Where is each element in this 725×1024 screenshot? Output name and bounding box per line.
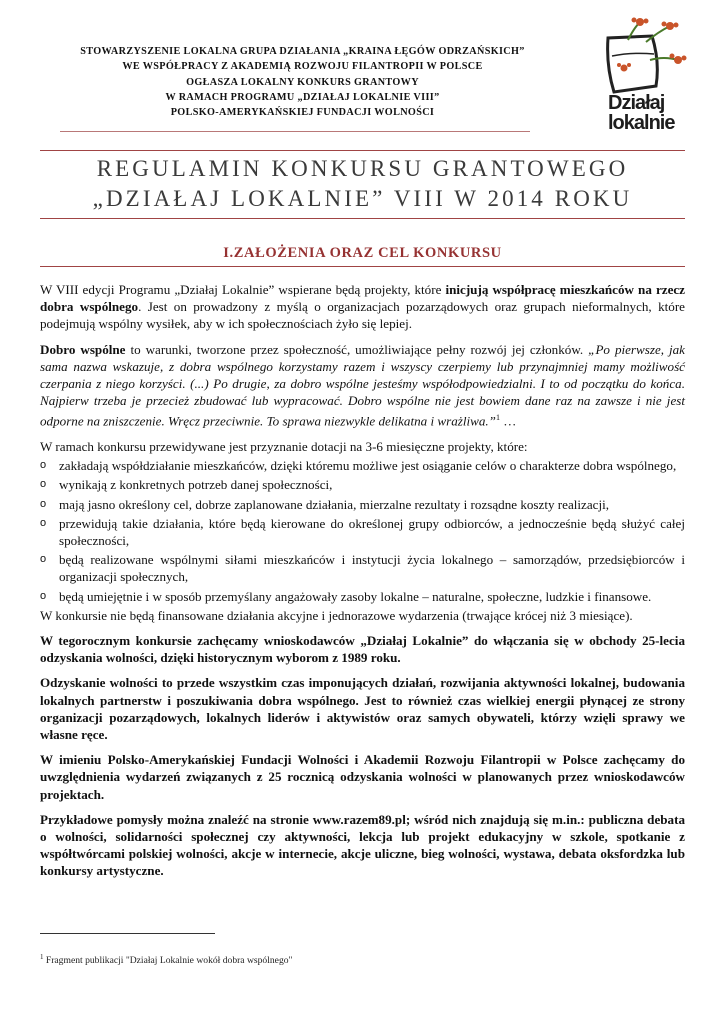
- footnote-number: 1: [40, 953, 44, 961]
- project-criteria-list: [40, 457, 685, 605]
- flower-pot-logo-icon: [598, 16, 690, 96]
- footnote: [40, 953, 292, 966]
- common-good-paragraph: [40, 341, 685, 430]
- projects-lead-in: W ramach konkursu przewidywane jest przyznanie dotacji na 3-6 miesięczne projekty, które:: [40, 438, 528, 454]
- anniversary-paragraph: W tegorocznym konkursie zachęcamy wnioskodawców „Działaj Lokalnie” do włączania się w obchody 25-lecia odzyskania wolności, dzięki historycznym wyborom z 1989 roku.: [40, 633, 685, 666]
- title-rule-top: [40, 150, 685, 151]
- list-item: o będą realizowane wspólnymi siłami mieszkańców i instytucji życia lokalnego – samorządów, przedsiębiorców i organizacji społecznych,: [40, 551, 685, 585]
- common-good-quote: „Po pierwsze, jak sama nazwa wskazuje, z dobra wspólnego korzystamy razem i wszyscy czerpiemy lub przynajmniej mamy możliwość czerpania z niego korzyści. (...) Po drugie, za dobro wspólne jesteśmy współodpowiedzialni. I to od początku do końca. Najpierw trzeba je przecież zbudować lub wypracować. Dobro wspólne nie jest bowiem dane raz na zawsze i nie jest odporne na zniszczenie. Wręcz przeciwnie. To sprawa niezwykle delikatna i wrażliwa.”: [40, 341, 685, 429]
- header-line-2: WE WSPÓŁPRACY Z AKADEMIĄ ROZWOJU FILANTROPII W POLSCE: [122, 61, 483, 73]
- header-divider: [60, 131, 530, 132]
- logo-word-lokalnie: lokalnie: [608, 112, 675, 134]
- list-item: o mają jasno określony cel, dobrze zaplanowane działania, mierzalne rezultaty i rozsądne koszty realizacji,: [40, 496, 685, 513]
- title-line-2: „DZIAŁAJ LOKALNIE” VIII W 2014 ROKU: [92, 186, 633, 211]
- header-line-4: W RAMACH PROGRAMU „DZIAŁAJ LOKALNIE VIII”: [165, 91, 440, 103]
- list-item: o zakładają współdziałanie mieszkańców, dzięki któremu możliwe jest osiąganie celów o charakterze dobra wspólnego,: [40, 457, 685, 474]
- logo-word-dzialaj: Działaj: [608, 92, 665, 114]
- common-good-definition: to warunki, tworzone przez społeczność, umożliwiające pełny rozwój jej członków.: [125, 341, 589, 357]
- common-good-term: Dobro wspólne: [40, 341, 126, 357]
- section-heading: I.ZAŁOŻENIA ORAZ CEL KONKURSU: [223, 245, 502, 261]
- list-item: o będą umiejętnie i w sposób przemyślany angażowały zasoby lokalne – naturalne, społeczne, ludzkie i finansowe.: [40, 588, 685, 605]
- exclusions-paragraph: W konkursie nie będą finansowane działania akcyjne i jednorazowe wydarzenia (trwające krócej niż 3 miesiące).: [40, 607, 633, 623]
- footnote-reference: 1: [495, 413, 500, 423]
- freedom-paragraph: Odzyskanie wolności to przede wszystkim czas imponujących działań, rozwijania aktywności lokalnej, budowania lokalnych partnerstw i poszukiwania dobra wspólnego. Jest to również czas wielkiej energii płynącej ze strony organizacji pozarządowych, lokalnych liderów i aktywistów oraz samych obywateli, którzy wzięli sprawy we własne ręce.: [40, 675, 685, 743]
- intro-text-c: . Jest on prowadzony z myślą o organizacjach pozarządowych oraz grupach nieformalnych, które podejmują wspólny wysiłek, aby w ich społecznościach żyło się lepiej.: [40, 299, 685, 332]
- intro-paragraph: [40, 281, 685, 333]
- list-item: o przewidują takie działania, które będą kierowane do określonej grupy odbiorców, a jednocześnie będą służyć całej społeczności,: [40, 515, 685, 549]
- ellipsis: …: [499, 413, 517, 429]
- document-body: [40, 281, 685, 888]
- footnote-text: Fragment publikacji "Działaj Lokalnie wokół dobra wspólnego": [43, 955, 293, 967]
- document-title: [40, 154, 685, 214]
- intro-text-a: W VIII edycji Programu „Działaj Lokalnie” wspierane będą projekty, które: [40, 282, 446, 297]
- footnote-divider: [40, 933, 215, 934]
- header-line-5: POLSKO-AMERYKAŃSKIEJ FUNDACJI WOLNOŚCI: [170, 107, 435, 119]
- list-item: o wynikają z konkretnych potrzeb danej społeczności,: [40, 476, 685, 493]
- title-rule-bottom: [40, 218, 685, 219]
- section-divider: [40, 266, 685, 267]
- title-line-1: REGULAMIN KONKURSU GRANTOWEGO: [96, 156, 629, 181]
- header-line-3: OGŁASZA LOKALNY KONKURS GRANTOWY: [186, 76, 419, 88]
- header-line-1: STOWARZYSZENIE LOKALNA GRUPA DZIAŁANIA „KRAINA ŁĘGÓW ODRZAŃSKICH”: [80, 46, 525, 57]
- ideas-paragraph: Przykładowe pomysły można znaleźć na stronie www.razem89.pl; wśród nich znajdują się m.in.: publiczna debata o wolności, solidarności społecznej czy aktywności, lekcja lub projekt edukacyjny w szkole, spotkanie z współtwórcami polskiej wolności, akcje w internecie, akcje uliczne, bieg wolności, wystawa, debata oksfordzka lub konkursy artystyczne.: [40, 811, 685, 879]
- announcement-header: [40, 44, 565, 120]
- intro-text-bold: inicjują współpracę mieszkańców na rzecz dobra wspólnego: [40, 282, 685, 315]
- dzialaj-lokalnie-logo: [598, 16, 690, 134]
- encouragement-paragraph: W imieniu Polsko-Amerykańskiej Fundacji Wolności i Akademii Rozwoju Filantropii w Polsce zachęcamy do uwzględnienia wydarzeń związanych z 25 rocznicą odzyskania wolności w planowanych przez wnioskodawców projektach.: [40, 752, 685, 802]
